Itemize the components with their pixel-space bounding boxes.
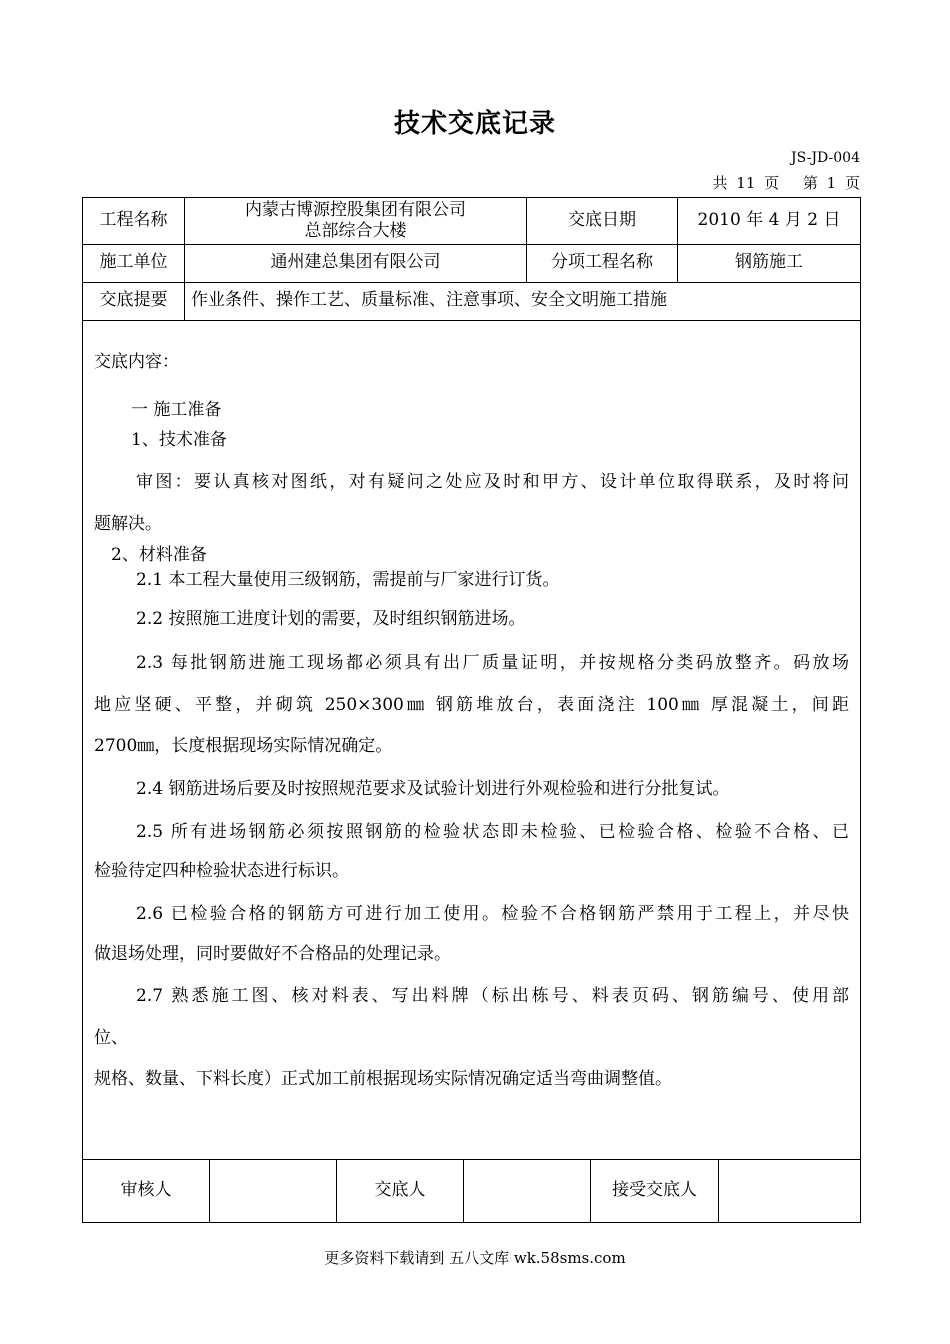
document-title: 技术交底记录 [393,109,556,139]
paragraph-2-7: 2.7 熟悉施工图、核对料表、写出料牌（标出栋号、料表页码、钢筋编号、使用部 [136,986,849,1006]
paragraph-2-3: 2.3 每批钢筋进施工现场都必须具有出厂质量证明，并按规格分类码放整齐。码放场 [136,653,849,673]
paragraph-2-7-end: 规格、数量、下料长度）正式加工前根据现场实际情况确定适当弯曲调整值。 [94,1069,672,1089]
receiver-signature [718,1160,860,1222]
page-count: 共 11 页 第 1 页 [712,174,860,192]
paragraph-2-3-cont: 地应坚硬、平整，并砌筑 250×300㎜ 钢筋堆放台，表面浇注 100㎜ 厚混凝土，间距 [94,695,849,715]
project-line-2: 总部综合大楼 [304,221,407,241]
receiver-label: 接受交底人 [590,1160,718,1222]
subproject-label: 分项工程名称 [526,244,677,282]
paragraph-2-5-cont: 检验待定四种检验状态进行标识。 [94,861,349,881]
record-table [82,197,861,1223]
paragraph-drawing-review: 审图：要认真核对图纸，对有疑问之处应及时和甲方、设计单位取得联系，及时将问 [136,472,849,492]
paragraph-drawing-review-cont: 题解决。 [94,514,162,534]
unit-label: 施工单位 [99,252,168,273]
paragraph-2-3-end: 2700㎜，长度根据现场实际情况确定。 [94,736,393,756]
row-project [83,198,860,245]
reviewer-label: 审核人 [120,1180,172,1201]
signature-row [83,1159,860,1222]
date-value: 2010 年 4 月 2 日 [677,198,860,244]
footer-link[interactable]: 更多资料下载请到 五八文库 wk.58sms.com [324,1249,626,1267]
project-label: 工程名称 [99,210,168,231]
paragraph-2-4: 2.4 钢筋进场后要及时按照规范要求及试验计划进行外观检验和进行分批复试。 [136,779,730,799]
disclosure-content [83,321,860,1161]
row-summary [83,282,860,321]
unit-value: 通州建总集团有限公司 [184,244,526,282]
summary-value: 作业条件、操作工艺、质量标准、注意事项、安全文明施工措施 [184,282,860,320]
section-construction-prep: 一 施工准备 [131,400,222,420]
paragraph-2-5: 2.5 所有进场钢筋必须按照钢筋的检验状态即未检验、已检验合格、检验不合格、已 [136,822,849,842]
reviewer-signature [209,1160,336,1222]
subsection-tech-prep: 1、技术准备 [131,430,227,450]
discloser-label: 交底人 [336,1160,463,1222]
summary-label: 交底提要 [99,290,168,311]
paragraph-2-7-cont: 位、 [94,1028,128,1048]
discloser-signature [463,1160,590,1222]
date-label: 交底日期 [526,198,677,244]
row-unit [83,244,860,283]
project-value [184,198,526,244]
paragraph-2-6-cont: 做退场处理，同时要做好不合格品的处理记录。 [94,944,451,964]
paragraph-2-6: 2.6 已检验合格的钢筋方可进行加工使用。检验不合格钢筋严禁用于工程上，并尽快 [136,904,849,924]
paragraph-2-1: 2.1 本工程大量使用三级钢筋，需提前与厂家进行订货。 [136,570,560,590]
content-heading: 交底内容： [94,352,179,372]
paragraph-2-2: 2.2 按照施工进度计划的需要，及时组织钢筋进场。 [136,609,526,629]
project-line-1: 内蒙古博源控股集团有限公司 [245,199,466,220]
document-code: JS-JD-004 [791,150,860,166]
subproject-value: 钢筋施工 [677,244,860,282]
subsection-material-prep: 2、材料准备 [111,545,207,565]
